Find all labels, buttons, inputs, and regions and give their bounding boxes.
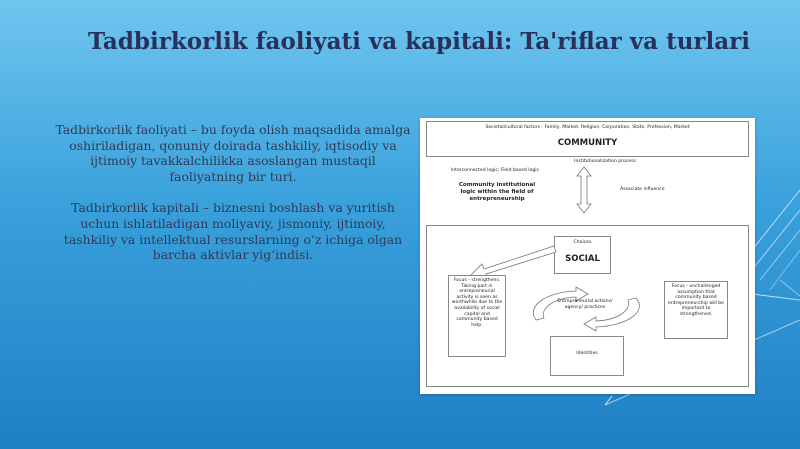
community-diagram (420, 118, 755, 394)
double-arrow-icon (576, 166, 592, 214)
institution-note: Institutionalization process (574, 159, 636, 164)
center-actions-text: Entrepreneurial actions/ agency/ practices (557, 299, 613, 310)
paragraph-activity: Tadbirkorlik faoliyati – bu foyda olish maqsadida amalga oshiriladigan, qonuniy doirada tashkiliy, iqtisodiy va ijtimoiy tavakkalchilikka asoslangan mustaqil faoliyatning bir turi. (55, 122, 411, 184)
social-top: Choices (573, 240, 592, 245)
community-box (426, 121, 749, 157)
left-top-note: Interconnected logic; Field based logic (450, 168, 540, 173)
identities-box: Identities (550, 336, 624, 376)
institutional-logic-text: Community institutional logic within the field of entrepreneurship (458, 182, 536, 202)
top-note: Societal/cultural factors - Family, Market, Religion, Corporation, State, Profession, Market (485, 125, 690, 130)
right-note: Associate influence (620, 187, 665, 192)
left-focus-box: Focus - strengthens. Taking part in entrepreneurial activity is seen as worthwhile due to the availability of social capital and community based help. (448, 275, 506, 357)
right-focus-box: Focus - unchallenged assumption that community based entrepreneurship will be important to strengthened. (664, 281, 728, 339)
slide-body (52, 122, 414, 279)
community-label: COMMUNITY (557, 137, 618, 148)
paragraph-capital: Tadbirkorlik kapitali – biznesni boshlash va yuritish uchun ishlatiladigan moliyaviy, jismoniy, ijtimoiy, tashkiliy va intellektual resurslarning o‘z ichiga olgan barcha aktivlar yig‘indisi. (63, 200, 403, 263)
social-label: SOCIAL (565, 253, 600, 264)
social-label-box (554, 236, 611, 274)
slide-title: Tadbirkorlik faoliyati va kapitali: Ta'riflar va turlari (88, 28, 751, 55)
